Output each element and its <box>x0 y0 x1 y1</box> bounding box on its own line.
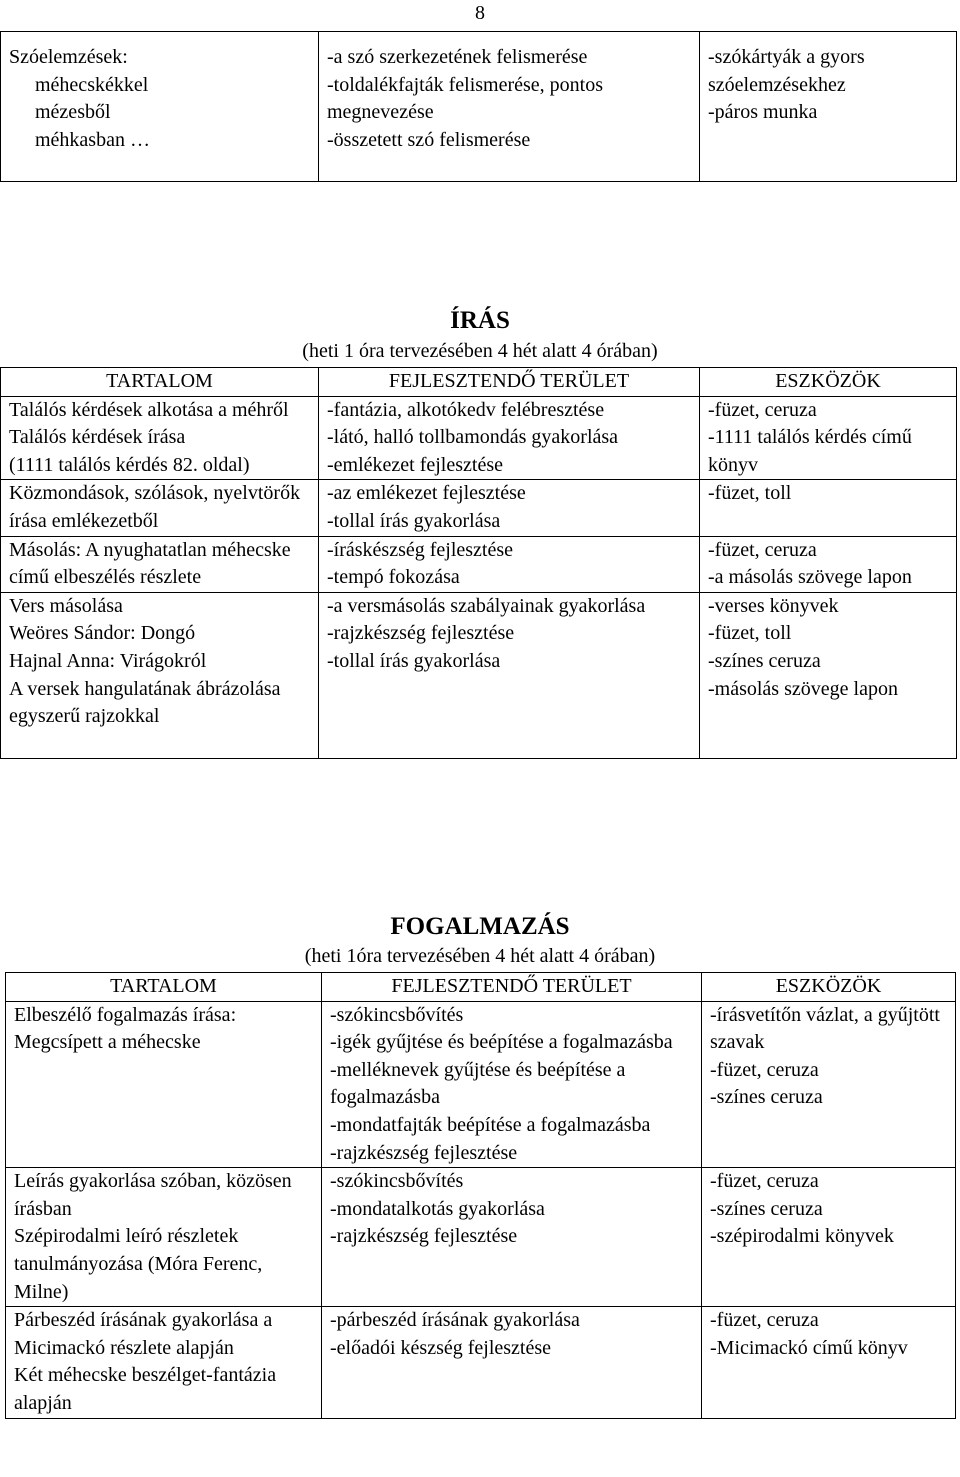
table-cell: -az emlékezet fejlesztése -tollal írás gyakorlása <box>319 480 700 536</box>
table-cell: -szókincsbővítés -igék gyűjtése és beépítése a fogalmazásba -melléknevek gyűjtése és beépítése a fogalmazásba -mondatfajták beépítése a fogalmazásba -rajzkészség fejlesztése <box>322 1001 702 1168</box>
table-header-row <box>6 973 956 1002</box>
table-header-row <box>1 368 957 397</box>
table-cell: -füzet, ceruza -színes ceruza -szépirodalmi könyvek <box>702 1168 956 1307</box>
section-subtitle-iras: (heti 1 óra tervezésében 4 hét alatt 4 órában) <box>302 340 658 362</box>
table-cell: -a szó szerkezetének felismerése -toldalékfajták felismerése, pontos megnevezése -összetett szó felismerése <box>319 32 700 182</box>
section-title-iras: ÍRÁS <box>450 307 510 334</box>
column-header: FEJLESZTENDŐ TERÜLET <box>322 973 702 1002</box>
table-cell: -füzet, ceruza -a másolás szövege lapon <box>700 536 957 592</box>
page-number: 8 <box>475 2 485 24</box>
column-header: ESZKÖZÖK <box>702 973 956 1002</box>
table-cell: Vers másolása Weöres Sándor: Dongó Hajnal Anna: Virágokról A versek hangulatának ábrázolása egyszerű rajzokkal <box>1 592 319 758</box>
table-cell: -szókincsbővítés -mondatalkotás gyakorlása -rajzkészség fejlesztése <box>322 1168 702 1307</box>
section-title-fogalmazas: FOGALMAZÁS <box>390 913 570 940</box>
table-cell: -fantázia, alkotókedv felébresztése -látó, halló tollbamondás gyakorlása -emlékezet fejlesztése <box>319 396 700 480</box>
table-cell: -szókártyák a gyors szóelemzésekhez -páros munka <box>700 32 957 182</box>
table-row <box>6 1307 956 1418</box>
table-cell: -írásvetítőn vázlat, a gyűjtött szavak -füzet, ceruza -színes ceruza <box>702 1001 956 1168</box>
table-cell: -füzet, ceruza -Micimackó című könyv <box>702 1307 956 1418</box>
iras-table <box>0 367 957 759</box>
table-row <box>6 1168 956 1307</box>
column-header: ESZKÖZÖK <box>700 368 957 397</box>
table-cell: -a versmásolás szabályainak gyakorlása -rajzkészség fejlesztése -tollal írás gyakorlása <box>319 592 700 758</box>
table-cell: Elbeszélő fogalmazás írása: Megcsípett a méhecske <box>6 1001 322 1168</box>
cell-text: méhecskékkel mézesből méhkasban … <box>35 73 150 151</box>
table-row <box>1 32 957 182</box>
table-row <box>1 396 957 480</box>
table-cell: -füzet, ceruza -1111 találós kérdés című könyv <box>700 396 957 480</box>
column-header: TARTALOM <box>1 368 319 397</box>
column-header: TARTALOM <box>6 973 322 1002</box>
table-cell: Közmondások, szólások, nyelvtörők írása emlékezetből <box>1 480 319 536</box>
table-cell: Párbeszéd írásának gyakorlása a Micimackó részlete alapján Két méhecske beszélget-fantázia alapján <box>6 1307 322 1418</box>
column-header: FEJLESZTENDŐ TERÜLET <box>319 368 700 397</box>
table-cell: -párbeszéd írásának gyakorlása -előadói készség fejlesztése <box>322 1307 702 1418</box>
table-row <box>6 1001 956 1168</box>
table-cell: -füzet, toll <box>700 480 957 536</box>
top-table <box>0 31 957 182</box>
fogalmazas-table <box>5 972 956 1419</box>
table-row <box>1 480 957 536</box>
table-row <box>1 536 957 592</box>
table-cell <box>1 32 319 182</box>
table-cell: -íráskészség fejlesztése -tempó fokozása <box>319 536 700 592</box>
table-cell: Másolás: A nyughatatlan méhecske című elbeszélés részlete <box>1 536 319 592</box>
table-row <box>1 592 957 758</box>
table-cell: Leírás gyakorlása szóban, közösen írásban Szépirodalmi leíró részletek tanulmányozása (Móra Ferenc, Milne) <box>6 1168 322 1307</box>
cell-text: Szóelemzések: <box>9 46 128 68</box>
table-cell: -verses könyvek -füzet, toll -színes ceruza -másolás szövege lapon <box>700 592 957 758</box>
section-subtitle-fogalmazas: (heti 1óra tervezésében 4 hét alatt 4 órában) <box>304 945 656 967</box>
table-cell: Találós kérdések alkotása a méhről Találós kérdések írása (1111 találós kérdés 82. oldal) <box>1 396 319 480</box>
